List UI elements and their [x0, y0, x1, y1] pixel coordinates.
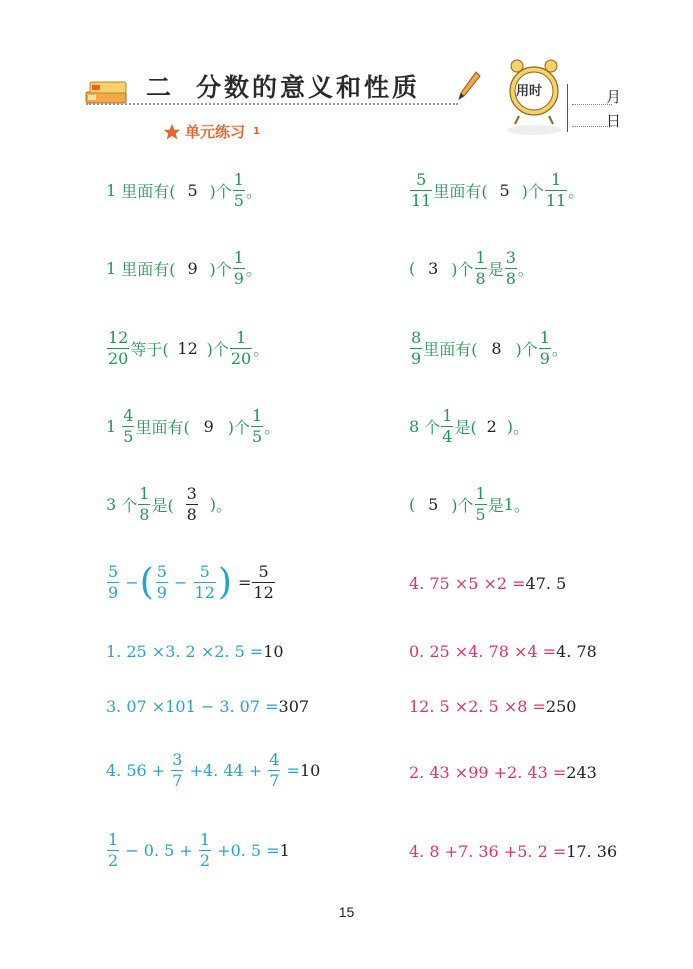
denominator: 5: [123, 427, 134, 446]
calc-10: [409, 842, 617, 861]
problem-text: 1: [503, 495, 514, 514]
expression: 4. 75 ×5 ×2 =: [409, 574, 526, 593]
problem-text: 等于(: [130, 340, 169, 359]
numerator: 12: [108, 328, 129, 347]
star-icon: [163, 123, 181, 141]
section-title: [163, 121, 260, 142]
result: 47. 5: [525, 574, 567, 593]
problem-text: 个: [121, 496, 138, 515]
title-underline: [86, 103, 458, 105]
calc-5: [106, 697, 309, 716]
paren: ): [506, 417, 513, 436]
problem-number: 1: [106, 259, 117, 278]
books-icon: [84, 76, 130, 106]
fraction: [539, 330, 551, 367]
paren: (: [409, 259, 416, 278]
fraction: [410, 330, 422, 367]
denominator: 9: [156, 583, 167, 602]
numerator: 3: [505, 248, 516, 267]
problem-text: 里面有(: [433, 182, 488, 201]
expression: 0. 25 ×4. 78 ×4 =: [409, 642, 557, 661]
problem-5: [106, 330, 269, 367]
chapter-name: 分数的意义和性质: [196, 73, 421, 102]
answer-fraction: [186, 486, 198, 523]
fraction: [251, 408, 263, 445]
fraction: [475, 250, 487, 287]
result: 4. 78: [556, 642, 597, 661]
denominator: 9: [233, 269, 244, 288]
answer: 12: [177, 339, 198, 358]
numerator: 5: [156, 562, 167, 581]
denominator: 11: [411, 191, 432, 210]
fraction: [122, 408, 134, 445]
calc-1: [106, 561, 276, 603]
date-divider: [567, 84, 568, 132]
answer: 9: [187, 259, 198, 278]
page-number: 15: [338, 904, 355, 920]
problem-text: )个: [451, 496, 474, 515]
numerator: 3: [186, 484, 197, 503]
punctuation: 。: [513, 496, 530, 515]
paren: (: [409, 495, 416, 514]
denominator: 5: [233, 191, 244, 210]
numerator: 1: [108, 830, 119, 849]
expression: 4. 8 +7. 36 +5. 2 =: [409, 842, 567, 861]
problem-text: 个: [424, 418, 441, 437]
numerator: 1: [475, 248, 486, 267]
problem-9: [106, 486, 232, 523]
operator: −: [174, 573, 188, 592]
problem-text: 是: [487, 260, 504, 279]
problem-number: 3: [106, 495, 117, 514]
expression: 3. 07 ×101 − 3. 07 =: [106, 697, 279, 716]
fraction: [268, 752, 280, 789]
denominator: 9: [539, 349, 550, 368]
fraction: [138, 486, 150, 523]
problem-text: )个: [227, 418, 250, 437]
section-number: 1: [253, 126, 260, 137]
numerator: 1: [139, 484, 150, 503]
numerator: 1: [550, 170, 562, 189]
problem-text: )个: [206, 340, 229, 359]
numerator: 1: [233, 248, 244, 267]
fraction: [233, 172, 245, 209]
numerator: 1: [475, 484, 486, 503]
denominator: 20: [108, 349, 129, 368]
numerator: 4: [269, 750, 280, 769]
punctuation: 。: [245, 260, 262, 279]
numerator: 1: [442, 406, 453, 425]
problem-6: [409, 330, 568, 367]
problem-text: )个: [515, 340, 538, 359]
numerator: 1: [199, 830, 211, 849]
fraction: [199, 832, 211, 869]
fraction: [107, 832, 119, 869]
numerator: 5: [108, 562, 119, 581]
expression: +4. 44 +: [189, 761, 263, 780]
problem-text: 里面有(: [121, 182, 176, 201]
problem-text: 里面有(: [121, 260, 176, 279]
expression: 2. 43 ×99 +2. 43 =: [409, 763, 567, 782]
problem-text: 是(: [151, 496, 174, 515]
problem-text: )个: [209, 260, 232, 279]
problem-1: [106, 172, 262, 209]
result-fraction: [252, 564, 274, 601]
fraction: [156, 564, 168, 601]
numerator: 5: [258, 562, 269, 581]
problem-text: )个: [521, 182, 544, 201]
numerator: 8: [411, 328, 422, 347]
equals: =: [238, 573, 252, 592]
result: 307: [278, 697, 310, 716]
numerator: 4: [123, 406, 134, 425]
fraction: [475, 486, 487, 523]
problem-number: 1: [106, 181, 117, 200]
answer: 2: [486, 417, 497, 436]
problem-text: )个: [451, 260, 474, 279]
denominator: 2: [199, 851, 211, 870]
expression: 12. 5 ×2. 5 ×8 =: [409, 697, 546, 716]
denominator: 8: [475, 269, 486, 288]
problem-10: [409, 486, 530, 523]
month-label: 月: [606, 88, 622, 106]
problem-3: [106, 250, 262, 287]
answer: 5: [499, 181, 510, 200]
problem-2: [409, 172, 584, 209]
calc-3: [106, 642, 284, 661]
problem-4: [409, 250, 534, 287]
fraction: [233, 250, 245, 287]
denominator: 9: [411, 349, 422, 368]
result: 250: [545, 697, 577, 716]
answer: 5: [428, 495, 439, 514]
close-paren: ): [217, 561, 232, 603]
answer: 5: [187, 181, 198, 200]
clock-label: 用时: [516, 84, 543, 99]
expression: 1. 25 ×3. 2 ×2. 5 =: [106, 642, 264, 661]
numerator: 5: [416, 170, 427, 189]
punctuation: 。: [253, 340, 270, 359]
numerator: 1: [235, 328, 247, 347]
result: 243: [566, 763, 597, 782]
result: 10: [299, 761, 321, 780]
chapter-title: [146, 68, 420, 104]
calc-2: [409, 574, 566, 593]
whole-number: 1: [106, 417, 117, 436]
expression: +0. 5 =: [217, 841, 280, 860]
fraction: [194, 564, 216, 601]
numerator: 1: [251, 406, 263, 425]
fraction: [545, 172, 567, 209]
result: 17. 36: [566, 842, 618, 861]
denominator: 20: [230, 349, 252, 368]
problem-number: 8: [409, 417, 420, 436]
fraction: [505, 250, 517, 287]
expression: − 0. 5 +: [125, 841, 193, 860]
calc-9: [106, 832, 290, 869]
problem-8: [409, 408, 529, 445]
denominator: 5: [475, 505, 486, 524]
numerator: 1: [539, 328, 550, 347]
problem-text: 里面有(: [135, 418, 190, 437]
problem-text: 是: [487, 496, 504, 515]
denominator: 4: [442, 427, 453, 446]
denominator: 7: [172, 771, 183, 790]
punctuation: 。: [517, 260, 534, 279]
result: 10: [263, 642, 284, 661]
day-label: 日: [606, 112, 622, 130]
denominator: 5: [251, 427, 263, 446]
fraction: [230, 330, 252, 367]
chapter-number: 二: [146, 73, 175, 102]
punctuation: 。: [264, 418, 281, 437]
punctuation: 。: [245, 182, 262, 201]
fraction: [107, 564, 119, 601]
denominator: 8: [505, 269, 516, 288]
fraction: [410, 172, 432, 209]
denominator: 8: [139, 505, 150, 524]
calc-7: [106, 752, 320, 789]
open-paren: (: [139, 561, 154, 603]
denominator: 12: [253, 583, 274, 602]
problem-text: 是(: [454, 418, 477, 437]
denominator: 12: [194, 583, 215, 602]
denominator: 8: [186, 505, 197, 524]
punctuation: 。: [512, 418, 529, 437]
fraction: [171, 752, 183, 789]
answer: 3: [428, 259, 439, 278]
punctuation: 。: [215, 496, 232, 515]
calc-6: [409, 697, 576, 716]
pencil-icon: [456, 70, 482, 102]
punctuation: 。: [568, 182, 585, 201]
answer: 8: [491, 339, 502, 358]
numerator: 5: [199, 562, 210, 581]
result: 1: [279, 841, 290, 860]
problem-7: [106, 408, 280, 445]
calc-4: [409, 642, 597, 661]
fraction: [441, 408, 453, 445]
answer: 9: [203, 417, 214, 436]
operator: −: [125, 573, 139, 592]
denominator: 2: [108, 851, 119, 870]
punctuation: 。: [551, 340, 568, 359]
numerator: 3: [172, 750, 183, 769]
expression: 4. 56 +: [106, 761, 166, 780]
problem-text: )个: [209, 182, 232, 201]
denominator: 7: [269, 771, 280, 790]
numerator: 1: [233, 170, 244, 189]
paren: ): [209, 495, 216, 514]
calc-8: [409, 763, 597, 782]
problem-text: 里面有(: [423, 340, 478, 359]
equals: =: [286, 761, 300, 780]
denominator: 11: [545, 191, 567, 210]
fraction: [107, 330, 129, 367]
denominator: 9: [108, 583, 119, 602]
section-name: 单元练习: [185, 123, 246, 141]
